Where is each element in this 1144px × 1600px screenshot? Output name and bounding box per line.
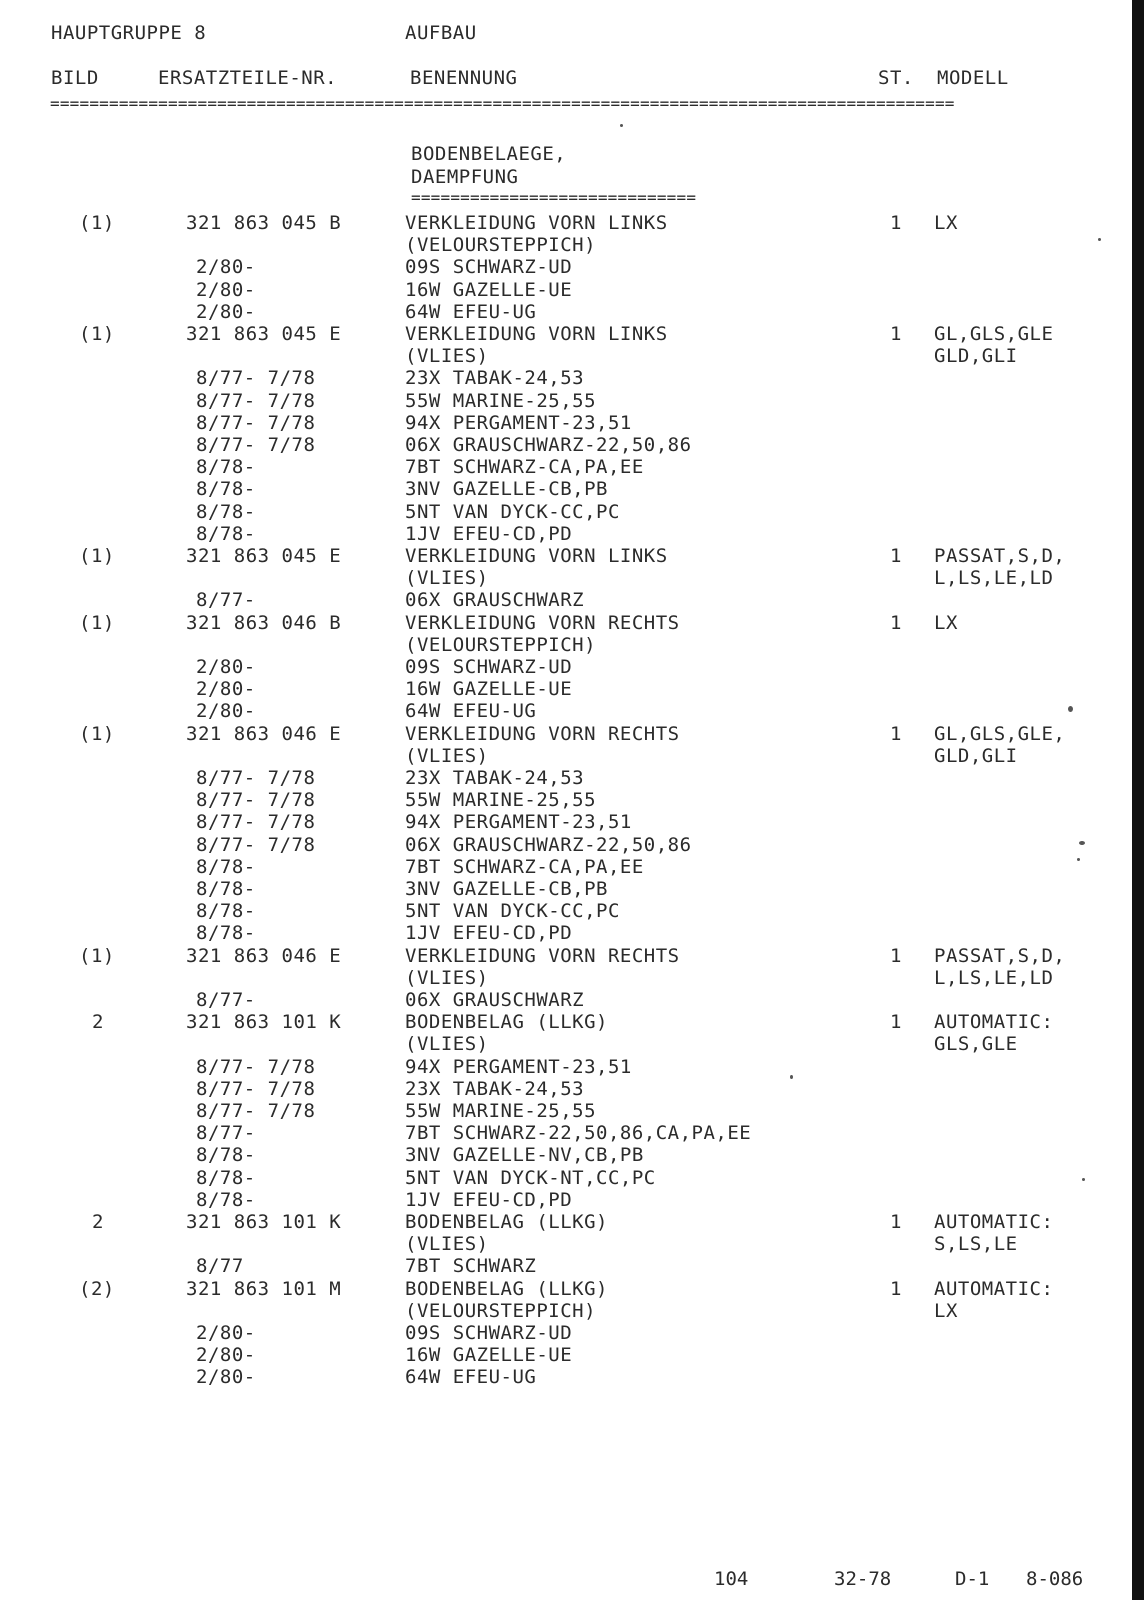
part-number-cell: 321 863 045 E	[186, 545, 342, 567]
part-number-cell: 8/78-	[196, 500, 256, 523]
designation-cell: (VELOURSTEPPICH)	[405, 234, 597, 257]
header-rule: ============================================================================================	[50, 96, 955, 112]
part-number-cell: 8/77- 7/78	[196, 767, 316, 789]
designation-cell: (VLIES)	[405, 567, 489, 590]
column-header-name: BENENNUNG	[410, 67, 518, 89]
designation-cell: 7BT SCHWARZ-22,50,86,CA,PA,EE	[405, 1122, 752, 1145]
designation-cell: 94X PERGAMENT-23,51	[405, 411, 632, 434]
designation-cell: 06X GRAUSCHWARZ	[405, 589, 585, 612]
model-cell: PASSAT,S,D,	[934, 944, 1066, 967]
designation-cell: 06X GRAUSCHWARZ-22,50,86	[405, 833, 692, 856]
bild-cell: (1)	[79, 722, 115, 745]
quantity-cell: 1	[890, 212, 902, 234]
bild-cell: 2	[92, 1211, 104, 1233]
bild-cell: (2)	[79, 1277, 115, 1300]
column-header-partno: ERSATZTEILE-NR.	[158, 67, 338, 89]
designation-cell: 16W GAZELLE-UE	[405, 678, 573, 701]
quantity-cell: 1	[890, 545, 902, 567]
part-number-cell: 2/80-	[196, 656, 256, 678]
part-number-cell: 8/78-	[196, 855, 256, 878]
designation-cell: BODENBELAG (LLKG)	[405, 1011, 608, 1034]
part-number-cell: 2/80-	[196, 300, 256, 323]
designation-cell: 16W GAZELLE-UE	[405, 1344, 573, 1367]
designation-cell: 09S SCHWARZ-UD	[405, 1322, 573, 1344]
part-number-cell: 8/77- 7/78	[196, 789, 316, 812]
designation-cell: 55W MARINE-25,55	[405, 789, 597, 812]
part-number-cell: 321 863 045 E	[186, 323, 342, 345]
bild-cell: (1)	[79, 212, 115, 234]
designation-cell: (VELOURSTEPPICH)	[405, 633, 597, 656]
part-number-cell: 2/80-	[196, 678, 256, 701]
designation-cell: 06X GRAUSCHWARZ	[405, 989, 585, 1011]
bild-cell: 2	[92, 1011, 104, 1034]
designation-cell: 09S SCHWARZ-UD	[405, 656, 573, 678]
part-number-cell: 8/77- 7/78	[196, 389, 316, 412]
part-number-cell: 2/80-	[196, 1366, 256, 1389]
part-number-cell: 321 863 101 K	[186, 1211, 342, 1233]
part-number-cell: 2/80-	[196, 256, 256, 279]
bild-cell: (1)	[79, 944, 115, 967]
part-number-cell: 321 863 046 B	[186, 611, 342, 634]
designation-cell: (VLIES)	[405, 1233, 489, 1256]
model-cell: AUTOMATIC:	[934, 1211, 1054, 1233]
part-number-cell: 321 863 101 K	[186, 1011, 342, 1034]
model-cell: GLS,GLE	[934, 1033, 1018, 1056]
model-cell: AUTOMATIC:	[934, 1277, 1054, 1300]
quantity-cell: 1	[890, 1211, 902, 1233]
footer-code-3: 8-086	[1026, 1568, 1084, 1590]
model-cell: GL,GLS,GLE	[934, 323, 1054, 345]
model-cell: LX	[934, 1299, 958, 1322]
quantity-cell: 1	[890, 323, 902, 345]
scan-speck	[1098, 238, 1101, 241]
part-number-cell: 8/77- 7/78	[196, 1100, 316, 1122]
part-number-cell: 2/80-	[196, 700, 256, 723]
designation-cell: 7BT SCHWARZ	[405, 1255, 537, 1278]
model-cell: LX	[934, 212, 958, 234]
scan-speck	[1079, 841, 1085, 845]
designation-cell: BODENBELAG (LLKG)	[405, 1211, 608, 1233]
bild-cell: (1)	[79, 323, 115, 345]
part-number-cell: 8/78-	[196, 478, 256, 501]
designation-cell: 5NT VAN DYCK-CC,PC	[405, 900, 620, 923]
designation-cell: VERKLEIDUNG VORN RECHTS	[405, 611, 680, 634]
quantity-cell: 1	[890, 1277, 902, 1300]
part-number-cell: 8/78-	[196, 1144, 256, 1167]
model-cell: L,LS,LE,LD	[934, 567, 1054, 590]
part-number-cell: 8/78-	[196, 1188, 256, 1211]
part-number-cell: 8/77- 7/78	[196, 1077, 316, 1100]
model-cell: LX	[934, 611, 958, 634]
part-number-cell: 2/80-	[196, 1344, 256, 1367]
designation-cell: 3NV GAZELLE-NV,CB,PB	[405, 1144, 644, 1167]
model-cell: S,LS,LE	[934, 1233, 1018, 1256]
designation-cell: 23X TABAK-24,53	[405, 767, 585, 789]
part-number-cell: 8/78-	[196, 1166, 256, 1189]
part-number-cell: 8/77-	[196, 1122, 256, 1145]
designation-cell: (VLIES)	[405, 966, 489, 989]
column-header-model: MODELL	[937, 67, 1009, 89]
part-number-cell: 321 863 045 B	[186, 212, 342, 234]
part-number-cell: 8/77- 7/78	[196, 833, 316, 856]
section-title-line1: BODENBELAEGE,	[411, 143, 567, 165]
column-header-bild: BILD	[51, 67, 99, 89]
quantity-cell: 1	[890, 944, 902, 967]
part-number-cell: 8/77-	[196, 989, 256, 1011]
designation-cell: 94X PERGAMENT-23,51	[405, 811, 632, 834]
designation-cell: 7BT SCHWARZ-CA,PA,EE	[405, 456, 644, 479]
part-number-cell: 2/80-	[196, 278, 256, 301]
designation-cell: VERKLEIDUNG VORN RECHTS	[405, 944, 680, 967]
part-number-cell: 8/78-	[196, 456, 256, 479]
scan-speck	[1077, 858, 1080, 861]
designation-cell: 3NV GAZELLE-CB,PB	[405, 478, 608, 501]
designation-cell: (VLIES)	[405, 744, 489, 767]
quantity-cell: 1	[890, 722, 902, 745]
designation-cell: 64W EFEU-UG	[405, 700, 537, 723]
column-header-qty: ST.	[878, 67, 914, 89]
part-number-cell: 321 863 101 M	[186, 1277, 342, 1300]
designation-cell: 06X GRAUSCHWARZ-22,50,86	[405, 434, 692, 456]
scan-speck	[1082, 1178, 1085, 1181]
part-number-cell: 8/77- 7/78	[196, 434, 316, 456]
footer-code-1: 32-78	[834, 1568, 892, 1590]
designation-cell: 1JV EFEU-CD,PD	[405, 522, 573, 545]
part-number-cell: 8/77- 7/78	[196, 1055, 316, 1078]
designation-cell: (VLIES)	[405, 345, 489, 368]
part-number-cell: 8/77- 7/78	[196, 411, 316, 434]
scan-speck	[620, 124, 623, 127]
model-cell: L,LS,LE,LD	[934, 966, 1054, 989]
designation-cell: 09S SCHWARZ-UD	[405, 256, 573, 279]
part-number-cell: 321 863 046 E	[186, 722, 342, 745]
designation-cell: 94X PERGAMENT-23,51	[405, 1055, 632, 1078]
designation-cell: 16W GAZELLE-UE	[405, 278, 573, 301]
part-number-cell: 8/78-	[196, 878, 256, 900]
designation-cell: BODENBELAG (LLKG)	[405, 1277, 608, 1300]
part-number-cell: 8/77-	[196, 589, 256, 612]
designation-cell: VERKLEIDUNG VORN LINKS	[405, 545, 668, 567]
section-title-line2: DAEMPFUNG	[411, 166, 519, 188]
designation-cell: 5NT VAN DYCK-CC,PC	[405, 500, 620, 523]
designation-cell: (VLIES)	[405, 1033, 489, 1056]
designation-cell: VERKLEIDUNG VORN LINKS	[405, 323, 668, 345]
section-underline: =============================	[411, 190, 697, 206]
designation-cell: 55W MARINE-25,55	[405, 389, 597, 412]
part-number-cell: 8/78-	[196, 922, 256, 945]
model-cell: GLD,GLI	[934, 744, 1018, 767]
quantity-cell: 1	[890, 611, 902, 634]
part-number-cell: 8/77	[196, 1255, 244, 1278]
designation-cell: (VELOURSTEPPICH)	[405, 1299, 597, 1322]
designation-cell: VERKLEIDUNG VORN RECHTS	[405, 722, 680, 745]
model-cell: GLD,GLI	[934, 345, 1018, 368]
model-cell: GL,GLS,GLE,	[934, 722, 1066, 745]
designation-cell: 1JV EFEU-CD,PD	[405, 922, 573, 945]
designation-cell: 3NV GAZELLE-CB,PB	[405, 878, 608, 900]
footer-code-2: D-1	[955, 1568, 990, 1590]
designation-cell: 64W EFEU-UG	[405, 1366, 537, 1389]
designation-cell: VERKLEIDUNG VORN LINKS	[405, 212, 668, 234]
bild-cell: (1)	[79, 545, 115, 567]
designation-cell: 5NT VAN DYCK-NT,CC,PC	[405, 1166, 656, 1189]
model-cell: PASSAT,S,D,	[934, 545, 1066, 567]
bild-cell: (1)	[79, 611, 115, 634]
part-number-cell: 2/80-	[196, 1322, 256, 1344]
part-number-cell: 8/77- 7/78	[196, 367, 316, 390]
designation-cell: 7BT SCHWARZ-CA,PA,EE	[405, 855, 644, 878]
quantity-cell: 1	[890, 1011, 902, 1034]
group-title: AUFBAU	[405, 22, 477, 44]
designation-cell: 1JV EFEU-CD,PD	[405, 1188, 573, 1211]
part-number-cell: 8/78-	[196, 522, 256, 545]
scan-edge	[1132, 0, 1144, 1600]
part-number-cell: 321 863 046 E	[186, 944, 342, 967]
scan-speck	[1068, 706, 1073, 712]
designation-cell: 55W MARINE-25,55	[405, 1100, 597, 1122]
page-number: 104	[714, 1568, 749, 1590]
part-number-cell: 8/78-	[196, 900, 256, 923]
scan-speck	[790, 1075, 793, 1079]
designation-cell: 23X TABAK-24,53	[405, 1077, 585, 1100]
group-label: HAUPTGRUPPE 8	[51, 22, 207, 44]
model-cell: AUTOMATIC:	[934, 1011, 1054, 1034]
designation-cell: 64W EFEU-UG	[405, 300, 537, 323]
designation-cell: 23X TABAK-24,53	[405, 367, 585, 390]
part-number-cell: 8/77- 7/78	[196, 811, 316, 834]
